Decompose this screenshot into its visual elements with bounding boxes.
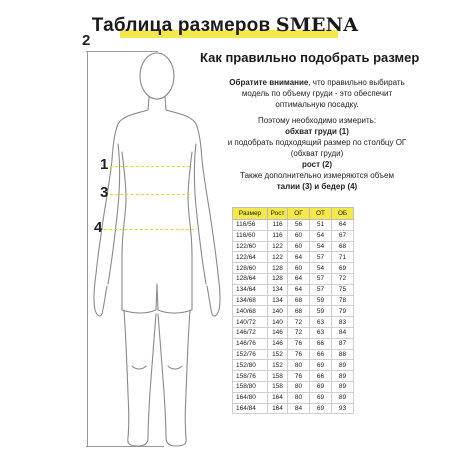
table-cell: 57: [310, 284, 332, 295]
table-cell: 152/76: [233, 349, 268, 360]
table-cell: 134/68: [233, 295, 268, 306]
table-cell: 152: [268, 349, 288, 360]
table-row: [233, 371, 354, 382]
table-cell: 146/72: [233, 327, 268, 338]
header-size: Размер: [233, 208, 268, 220]
table-cell: 54: [310, 230, 332, 241]
table-row: [233, 381, 354, 392]
table-cell: 146: [268, 338, 288, 349]
table-cell: 59: [310, 295, 332, 306]
note-emphasis: Обратите внимание: [229, 78, 309, 87]
table-cell: 75: [332, 284, 354, 295]
table-cell: 64: [288, 284, 310, 295]
table-cell: 158: [268, 381, 288, 392]
extra-text: Также дополнительно измеряются объем: [240, 171, 394, 180]
table-cell: 60: [288, 241, 310, 252]
table-row: [233, 360, 354, 371]
table-row: [233, 220, 354, 231]
table-cell: 158/76: [233, 371, 268, 382]
table-row: [233, 403, 354, 414]
table-cell: 57: [310, 252, 332, 263]
table-row: [233, 317, 354, 328]
table-row: [233, 230, 354, 241]
table-row: [233, 241, 354, 252]
table-cell: 164/80: [233, 392, 268, 403]
table-cell: 116: [268, 230, 288, 241]
table-cell: 69: [310, 403, 332, 414]
table-cell: 66: [310, 338, 332, 349]
table-cell: 89: [332, 371, 354, 382]
table-cell: 63: [310, 327, 332, 338]
table-cell: 122/60: [233, 241, 268, 252]
hips-line: [104, 229, 194, 230]
table-cell: 68: [332, 241, 354, 252]
table-cell: 152: [268, 360, 288, 371]
table-cell: 146/76: [233, 338, 268, 349]
table-cell: 71: [332, 252, 354, 263]
table-cell: 134: [268, 284, 288, 295]
table-cell: 68: [288, 295, 310, 306]
table-cell: 76: [288, 371, 310, 382]
table-row: [233, 295, 354, 306]
extra-emphasis: талии (3) и бедер (4): [276, 182, 358, 191]
table-cell: 69: [332, 263, 354, 274]
table-cell: 87: [332, 338, 354, 349]
table-row: [233, 338, 354, 349]
table-cell: 128/64: [233, 273, 268, 284]
size-table: [232, 207, 354, 414]
table-cell: 84: [288, 403, 310, 414]
table-cell: 158: [268, 371, 288, 382]
table-cell: 128: [268, 273, 288, 284]
measure-intro: Поэтому необходимо измерить:: [257, 116, 377, 125]
table-cell: 63: [310, 317, 332, 328]
table-row: [233, 349, 354, 360]
table-cell: 140/72: [233, 317, 268, 328]
table-cell: 116/56: [233, 220, 268, 231]
hips-marker: 4: [94, 219, 103, 236]
table-cell: 72: [288, 327, 310, 338]
body-silhouette: [82, 48, 232, 450]
table-cell: 60: [288, 230, 310, 241]
table-cell: 80: [288, 381, 310, 392]
waist-marker: 3: [100, 184, 109, 201]
table-cell: 89: [332, 392, 354, 403]
table-cell: 64: [332, 220, 354, 231]
extra-paragraph: [218, 170, 416, 192]
table-cell: 152/80: [233, 360, 268, 371]
measure-chest: обхват груди (1): [285, 127, 349, 136]
table-row: [233, 327, 354, 338]
table-row: [233, 284, 354, 295]
header-height: Рост: [268, 208, 288, 220]
table-row: [233, 263, 354, 274]
table-cell: 68: [288, 306, 310, 317]
table-cell: 76: [288, 349, 310, 360]
table-cell: 72: [288, 317, 310, 328]
table-cell: 116/60: [233, 230, 268, 241]
table-cell: 78: [332, 295, 354, 306]
brand-name: SMENA: [275, 14, 359, 36]
table-cell: 134/64: [233, 284, 268, 295]
table-cell: 122: [268, 252, 288, 263]
table-cell: 80: [288, 392, 310, 403]
table-cell: 83: [332, 317, 354, 328]
table-row: [233, 306, 354, 317]
table-cell: 67: [332, 230, 354, 241]
table-cell: 122: [268, 241, 288, 252]
title-prefix: Таблица размеров: [91, 15, 271, 36]
table-cell: 64: [288, 252, 310, 263]
height-marker: 2: [82, 32, 91, 49]
table-cell: 69: [310, 392, 332, 403]
table-cell: 134: [268, 295, 288, 306]
table-cell: 164: [268, 403, 288, 414]
table-cell: 54: [310, 241, 332, 252]
table-cell: 69: [310, 381, 332, 392]
chest-marker: 1: [100, 156, 109, 173]
table-cell: 146: [268, 327, 288, 338]
table-header-row: [233, 208, 354, 220]
table-cell: 57: [310, 273, 332, 284]
table-cell: 140/68: [233, 306, 268, 317]
page-title: [0, 14, 450, 37]
table-cell: 79: [332, 306, 354, 317]
note-paragraph: [218, 77, 416, 110]
table-cell: 66: [310, 371, 332, 382]
table-row: [233, 392, 354, 403]
table-cell: 80: [288, 360, 310, 371]
measure-height: рост (2): [301, 160, 333, 169]
table-cell: 76: [288, 338, 310, 349]
table-cell: 140: [268, 317, 288, 328]
table-cell: 69: [310, 360, 332, 371]
table-cell: 93: [332, 403, 354, 414]
table-cell: 59: [310, 306, 332, 317]
table-cell: 54: [310, 263, 332, 274]
table-cell: 84: [332, 327, 354, 338]
table-cell: 164: [268, 392, 288, 403]
table-cell: 164/84: [233, 403, 268, 414]
table-cell: 140: [268, 306, 288, 317]
table-cell: 56: [288, 220, 310, 231]
table-cell: 72: [332, 273, 354, 284]
note-text: , что правильно выбирать модель по объему груди - это обеспечит оптимальную посадку.: [241, 78, 405, 109]
waist-line: [110, 194, 190, 195]
table-cell: 51: [310, 220, 332, 231]
header-chest: ОГ: [288, 208, 310, 220]
table-cell: 128/60: [233, 263, 268, 274]
table-cell: 158/80: [233, 381, 268, 392]
table-cell: 89: [332, 381, 354, 392]
header-hips: ОБ: [332, 208, 354, 220]
measure-choose: и подобрать подходящий размер по столбцу ОГ (обхват груди): [227, 138, 407, 158]
table-cell: 66: [310, 349, 332, 360]
table-row: [233, 273, 354, 284]
table-cell: 89: [332, 360, 354, 371]
chest-line: [110, 166, 190, 167]
table-cell: 88: [332, 349, 354, 360]
measure-paragraph: [218, 115, 416, 170]
table-cell: 60: [288, 263, 310, 274]
table-row: [233, 252, 354, 263]
table-cell: 116: [268, 220, 288, 231]
section-subtitle: Как правильно подобрать размер: [200, 50, 420, 65]
header-waist: ОТ: [310, 208, 332, 220]
table-cell: 64: [288, 273, 310, 284]
table-cell: 122/64: [233, 252, 268, 263]
table-cell: 128: [268, 263, 288, 274]
